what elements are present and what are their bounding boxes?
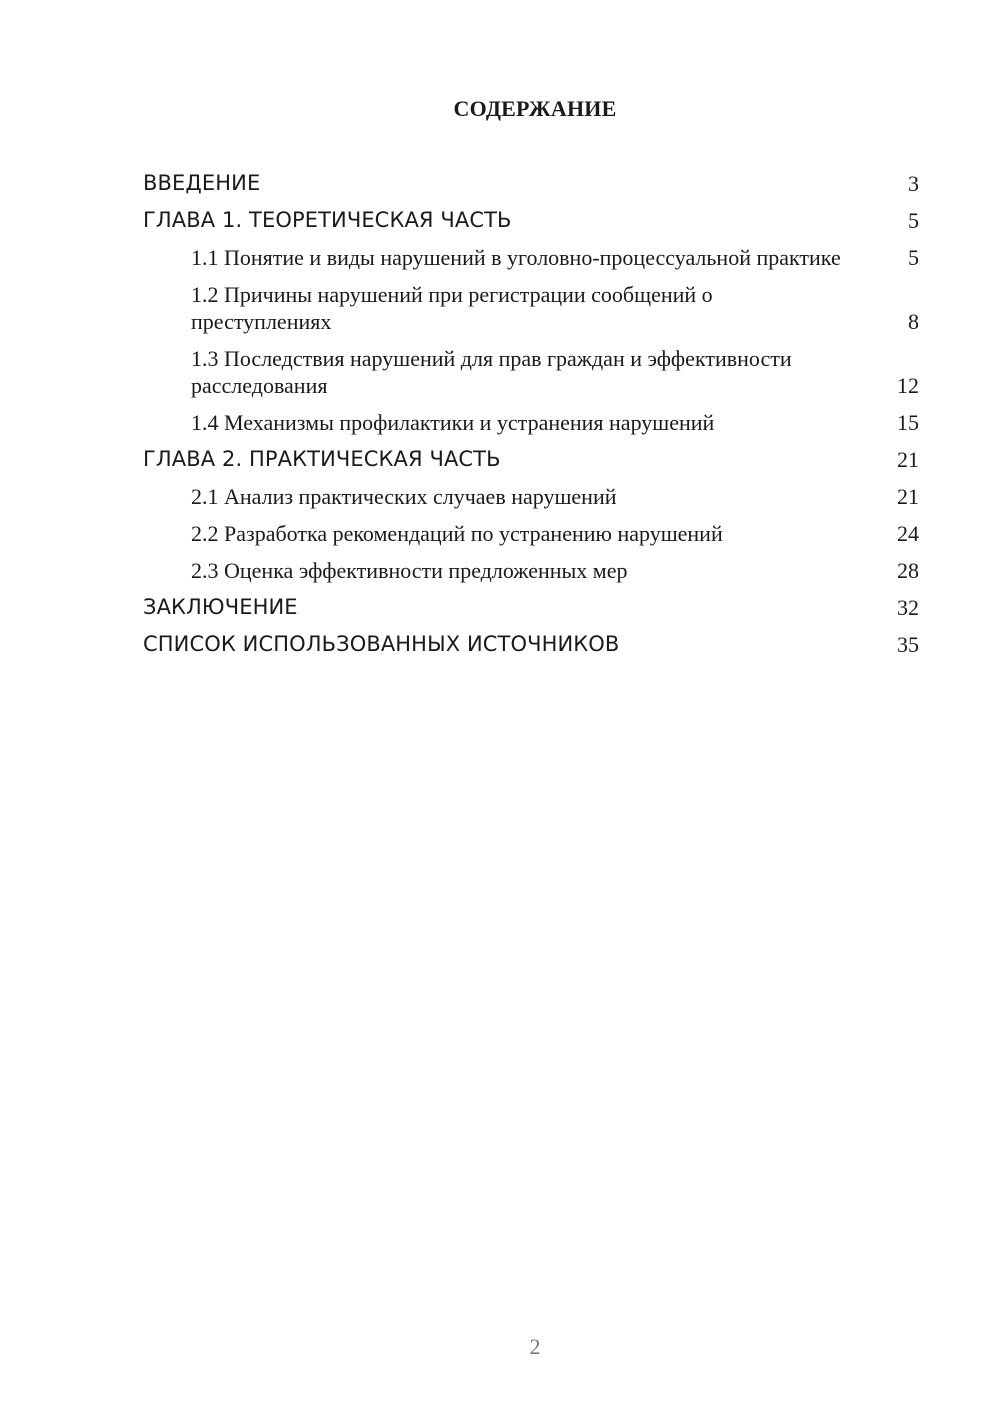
table-of-contents <box>143 170 919 668</box>
toc-entry-title: 1.3 Последствия нарушений для прав граждан и эффективности расследования <box>191 346 792 398</box>
toc-entry-title: ГЛАВА 2. ПРАКТИЧЕСКАЯ ЧАСТЬ <box>143 447 501 471</box>
toc-entry-page: 21 <box>897 447 919 472</box>
toc-entry <box>143 520 919 547</box>
toc-entry-title: ЗАКЛЮЧЕНИЕ <box>143 595 298 619</box>
toc-entry-page: 8 <box>908 309 919 334</box>
toc-entry <box>143 631 919 658</box>
toc-entry <box>143 244 919 271</box>
toc-entry-page: 21 <box>897 484 919 509</box>
toc-entry-title: 1.4 Механизмы профилактики и устранения нарушений <box>191 410 715 435</box>
toc-entry <box>143 207 919 234</box>
toc-heading: СОДЕРЖАНИЕ <box>453 96 617 121</box>
toc-entry-title: 2.1 Анализ практических случаев нарушений <box>191 484 617 509</box>
page-number: 2 <box>529 1334 541 1359</box>
toc-entry <box>143 281 919 335</box>
toc-entry-title: 2.3 Оценка эффективности предложенных мер <box>191 558 628 583</box>
toc-entry-title: СПИСОК ИСПОЛЬЗОВАННЫХ ИСТОЧНИКОВ <box>143 632 620 656</box>
toc-entry-title: ГЛАВА 1. ТЕОРЕТИЧЕСКАЯ ЧАСТЬ <box>143 208 512 232</box>
toc-entry-page: 3 <box>908 171 919 196</box>
toc-entry-page: 5 <box>908 208 919 233</box>
toc-entry <box>143 483 919 510</box>
toc-entry-page: 24 <box>897 521 919 546</box>
toc-entry-page: 5 <box>908 245 919 270</box>
toc-entry-page: 28 <box>897 558 919 583</box>
toc-entry-title: ВВЕДЕНИЕ <box>143 171 261 195</box>
toc-entry-title: 1.1 Понятие и виды нарушений в уголовно-процессуальной практике <box>191 245 841 270</box>
toc-entry-title: 1.2 Причины нарушений при регистрации сообщений о преступлениях <box>191 282 713 334</box>
toc-entry <box>143 446 919 473</box>
toc-entry-page: 15 <box>897 410 919 435</box>
toc-entry <box>143 409 919 436</box>
toc-entry <box>143 557 919 584</box>
toc-entry-page: 32 <box>897 595 919 620</box>
toc-entry <box>143 594 919 621</box>
toc-entry <box>143 345 919 399</box>
toc-entry <box>143 170 919 197</box>
toc-entry-page: 35 <box>897 632 919 657</box>
toc-entry-title: 2.2 Разработка рекомендаций по устранению нарушений <box>191 521 723 546</box>
toc-entry-page: 12 <box>897 373 919 398</box>
